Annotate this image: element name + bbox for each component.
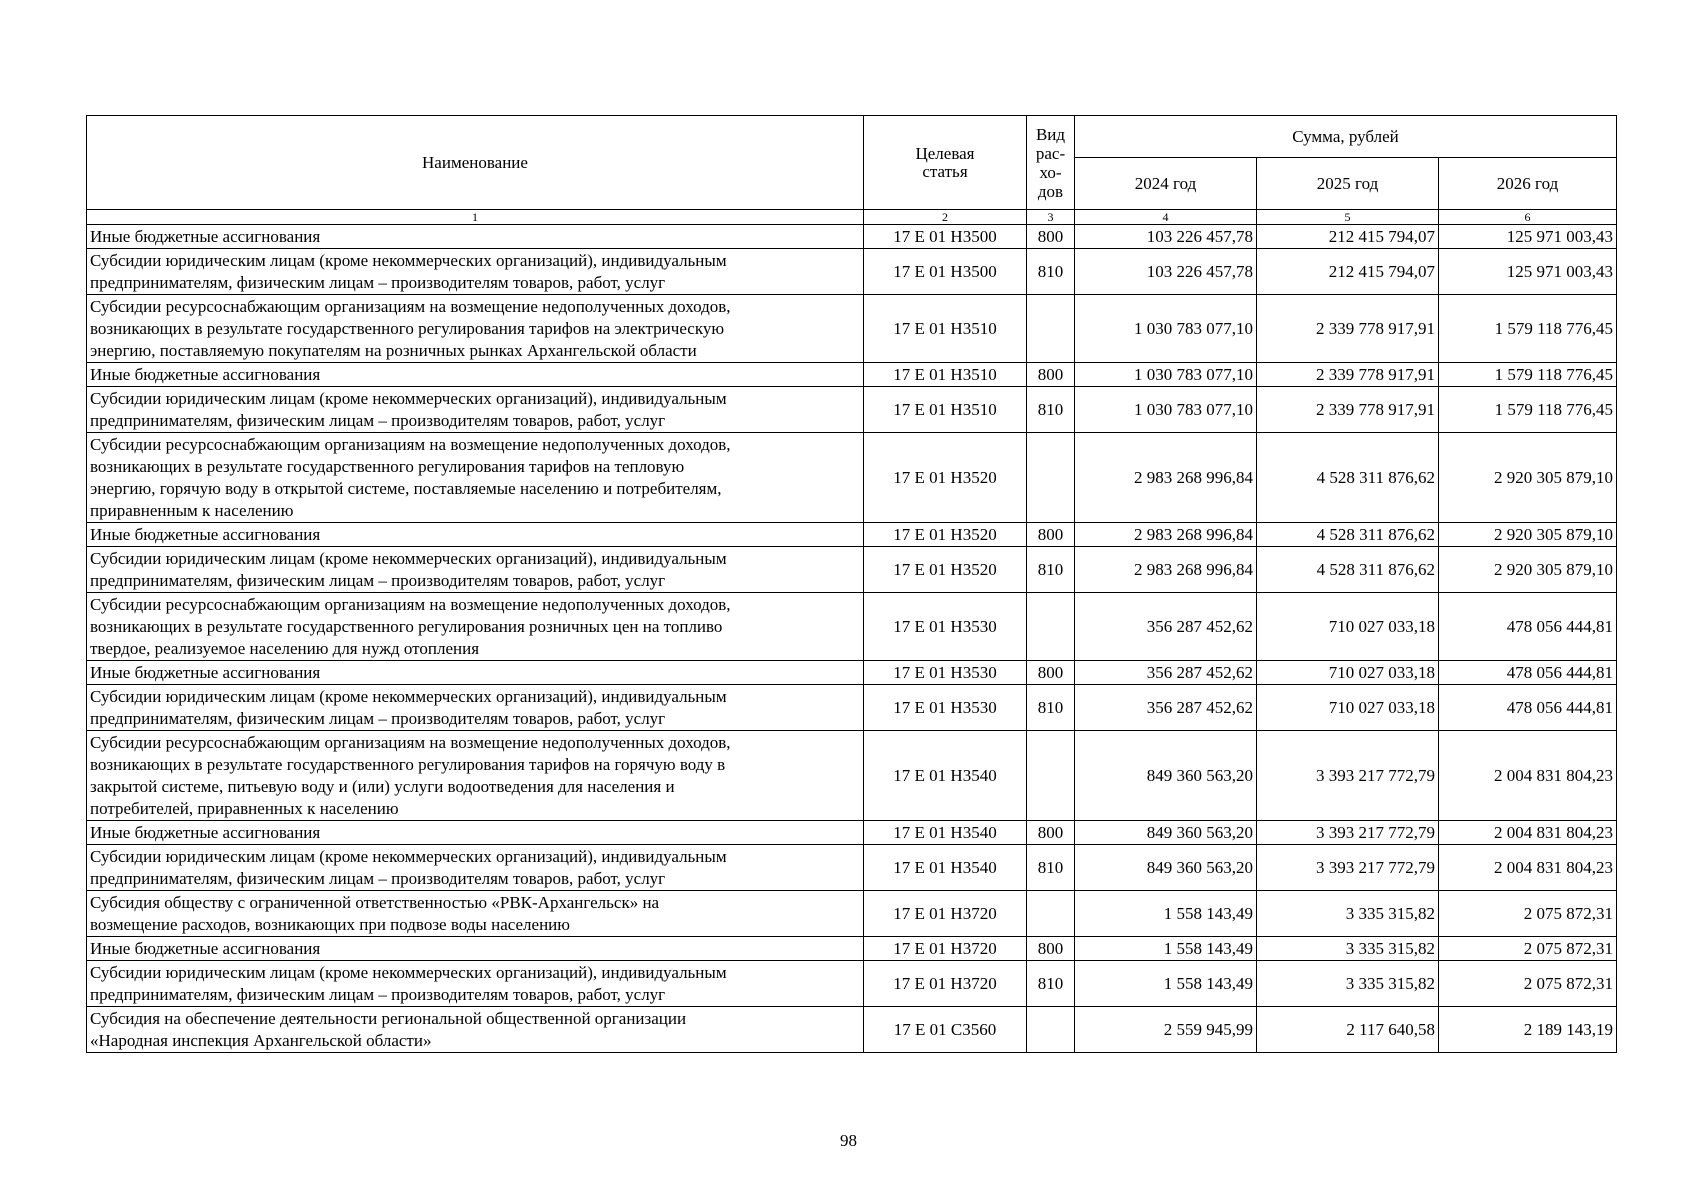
row-sum-2026: 1 579 118 776,45	[1439, 363, 1617, 387]
row-name-line: предпринимателям, физическим лицам – производителям товаров, работ, услуг	[90, 984, 666, 1004]
row-name-line: Иные бюджетные ассигнования	[90, 364, 321, 384]
row-name-line: потребителей, приравненных к населению	[90, 798, 399, 818]
row-sum-2025: 2 339 778 917,91	[1257, 363, 1439, 387]
row-name-line: Субсидии юридическим лицам (кроме некоммерческих организаций), индивидуальным	[90, 250, 727, 270]
row-name	[87, 225, 864, 249]
row-sum-2024: 1 558 143,49	[1075, 891, 1257, 937]
row-name	[87, 387, 864, 433]
table-row	[87, 1007, 1617, 1053]
row-name	[87, 1007, 864, 1053]
row-name	[87, 821, 864, 845]
row-name-line: возникающих в результате государственного регулирования розничных цен на топливо	[90, 616, 723, 636]
row-sum-2026: 125 971 003,43	[1439, 249, 1617, 295]
row-name-line: энергию, горячую воду в открытой системе, поставляемые населению и потребителям,	[90, 478, 722, 498]
row-expense-type: 810	[1027, 961, 1075, 1007]
table-row	[87, 661, 1617, 685]
row-name-line: предпринимателям, физическим лицам – производителям товаров, работ, услуг	[90, 410, 666, 430]
row-sum-2025: 3 393 217 772,79	[1257, 845, 1439, 891]
row-sum-2025: 4 528 311 876,62	[1257, 523, 1439, 547]
row-expense-type	[1027, 433, 1075, 523]
column-number: 4	[1075, 210, 1257, 225]
row-name-line: Иные бюджетные ассигнования	[90, 524, 321, 544]
row-expense-type: 800	[1027, 523, 1075, 547]
table-row	[87, 845, 1617, 891]
row-expense-type: 810	[1027, 547, 1075, 593]
row-sum-2025: 710 027 033,18	[1257, 661, 1439, 685]
row-sum-2024: 1 030 783 077,10	[1075, 387, 1257, 433]
row-expense-type: 800	[1027, 821, 1075, 845]
header-target-line1: Целевая	[915, 143, 975, 163]
row-name	[87, 523, 864, 547]
header-type-line: Вид	[1035, 124, 1066, 144]
row-sum-2025: 3 335 315,82	[1257, 937, 1439, 961]
row-name-line: предпринимателям, физическим лицам – производителям товаров, работ, услуг	[90, 570, 666, 590]
row-target-code: 17 Е 01 Н3510	[864, 363, 1027, 387]
row-sum-2024: 356 287 452,62	[1075, 685, 1257, 731]
row-name-line: возмещение расходов, возникающих при подвозе воды населению	[90, 914, 570, 934]
row-sum-2026: 2 920 305 879,10	[1439, 547, 1617, 593]
header-type-line: рас-	[1035, 143, 1066, 163]
row-name-line: предпринимателям, физическим лицам – производителям товаров, работ, услуг	[90, 708, 666, 728]
header-name: Наименование	[87, 116, 864, 210]
row-name-line: Субсидии ресурсоснабжающим организациям на возмещение недополученных доходов,	[90, 732, 731, 752]
row-name-line: Субсидии ресурсоснабжающим организациям на возмещение недополученных доходов,	[90, 296, 731, 316]
row-name	[87, 363, 864, 387]
row-name-line: «Народная инспекция Архангельской области»	[90, 1030, 432, 1050]
row-name-line: возникающих в результате государственного регулирования тарифов на тепловую	[90, 456, 685, 476]
row-target-code: 17 Е 01 Н3540	[864, 845, 1027, 891]
row-target-code: 17 Е 01 Н3520	[864, 547, 1027, 593]
row-name-line: Иные бюджетные ассигнования	[90, 662, 321, 682]
row-name-line: Субсидия на обеспечение деятельности региональной общественной организации	[90, 1008, 687, 1028]
row-target-code: 17 Е 01 Н3540	[864, 731, 1027, 821]
row-sum-2025: 710 027 033,18	[1257, 593, 1439, 661]
header-type-line: хо-	[1039, 162, 1062, 182]
column-number: 3	[1027, 210, 1075, 225]
row-name-line: Иные бюджетные ассигнования	[90, 938, 321, 958]
row-sum-2026: 2 004 831 804,23	[1439, 845, 1617, 891]
row-sum-2024: 849 360 563,20	[1075, 821, 1257, 845]
row-name-line: Иные бюджетные ассигнования	[90, 822, 321, 842]
row-name	[87, 593, 864, 661]
row-name-line: предпринимателям, физическим лицам – производителям товаров, работ, услуг	[90, 272, 666, 292]
row-sum-2024: 1 030 783 077,10	[1075, 295, 1257, 363]
row-name-line: Иные бюджетные ассигнования	[90, 226, 321, 246]
row-name	[87, 845, 864, 891]
row-target-code: 17 Е 01 Н3540	[864, 821, 1027, 845]
row-name-line: Субсидии юридическим лицам (кроме некоммерческих организаций), индивидуальным	[90, 548, 727, 568]
row-sum-2025: 3 393 217 772,79	[1257, 821, 1439, 845]
row-sum-2025: 4 528 311 876,62	[1257, 547, 1439, 593]
column-number: 2	[864, 210, 1027, 225]
row-name-line: Субсидии юридическим лицам (кроме некоммерческих организаций), индивидуальным	[90, 846, 727, 866]
table-row	[87, 685, 1617, 731]
row-target-code: 17 Е 01 Н3510	[864, 387, 1027, 433]
row-target-code: 17 Е 01 Н3500	[864, 249, 1027, 295]
row-name	[87, 433, 864, 523]
table-row	[87, 363, 1617, 387]
row-expense-type: 800	[1027, 225, 1075, 249]
row-sum-2025: 710 027 033,18	[1257, 685, 1439, 731]
table-row	[87, 433, 1617, 523]
budget-table-page	[86, 115, 1616, 1053]
row-expense-type: 810	[1027, 387, 1075, 433]
table-row	[87, 891, 1617, 937]
row-name	[87, 685, 864, 731]
row-name-line: Субсидии ресурсоснабжающим организациям на возмещение недополученных доходов,	[90, 594, 731, 614]
row-target-code: 17 Е 01 Н3530	[864, 685, 1027, 731]
row-target-code: 17 Е 01 Н3520	[864, 523, 1027, 547]
row-name-line: энергию, поставляемую покупателям на розничных рынках Архангельской области	[90, 340, 697, 360]
table-body	[87, 225, 1617, 1053]
row-target-code: 17 Е 01 С3560	[864, 1007, 1027, 1053]
column-number: 1	[87, 210, 864, 225]
row-name-line: приравненным к населению	[90, 500, 294, 520]
table-row	[87, 937, 1617, 961]
row-name-line: Субсидия обществу с ограниченной ответственностью «РВК-Архангельск» на	[90, 892, 660, 912]
row-sum-2025: 3 393 217 772,79	[1257, 731, 1439, 821]
row-name	[87, 937, 864, 961]
row-sum-2025: 2 339 778 917,91	[1257, 387, 1439, 433]
budget-table	[86, 115, 1617, 1053]
row-expense-type: 800	[1027, 661, 1075, 685]
row-sum-2026: 2 920 305 879,10	[1439, 523, 1617, 547]
row-sum-2026: 2 004 831 804,23	[1439, 731, 1617, 821]
row-sum-2024: 356 287 452,62	[1075, 593, 1257, 661]
row-sum-2025: 212 415 794,07	[1257, 225, 1439, 249]
row-expense-type: 810	[1027, 685, 1075, 731]
header-type	[1027, 116, 1075, 210]
row-name-line: возникающих в результате государственного регулирования тарифов на электрическую	[90, 318, 725, 338]
row-sum-2024: 849 360 563,20	[1075, 845, 1257, 891]
row-sum-2024: 356 287 452,62	[1075, 661, 1257, 685]
row-expense-type: 800	[1027, 937, 1075, 961]
row-name	[87, 891, 864, 937]
row-sum-2026: 478 056 444,81	[1439, 685, 1617, 731]
row-name	[87, 547, 864, 593]
row-expense-type: 810	[1027, 845, 1075, 891]
row-sum-2026: 2 189 143,19	[1439, 1007, 1617, 1053]
header-target-line2: статья	[922, 161, 968, 181]
header-target	[864, 116, 1027, 210]
row-sum-2026: 2 920 305 879,10	[1439, 433, 1617, 523]
row-expense-type: 810	[1027, 249, 1075, 295]
row-sum-2025: 212 415 794,07	[1257, 249, 1439, 295]
row-sum-2024: 1 558 143,49	[1075, 961, 1257, 1007]
header-sum: Сумма, рублей	[1075, 116, 1617, 158]
row-sum-2026: 1 579 118 776,45	[1439, 387, 1617, 433]
row-name-line: предпринимателям, физическим лицам – производителям товаров, работ, услуг	[90, 868, 666, 888]
row-name-line: Субсидии юридическим лицам (кроме некоммерческих организаций), индивидуальным	[90, 962, 727, 982]
row-target-code: 17 Е 01 Н3720	[864, 891, 1027, 937]
row-target-code: 17 Е 01 Н3510	[864, 295, 1027, 363]
header-type-line: дов	[1037, 181, 1064, 201]
row-name-line: Субсидии юридическим лицам (кроме некоммерческих организаций), индивидуальным	[90, 686, 727, 706]
row-sum-2026: 478 056 444,81	[1439, 593, 1617, 661]
row-name	[87, 249, 864, 295]
row-target-code: 17 Е 01 Н3520	[864, 433, 1027, 523]
row-expense-type	[1027, 731, 1075, 821]
row-sum-2026: 1 579 118 776,45	[1439, 295, 1617, 363]
header-2026: 2026 год	[1439, 158, 1617, 210]
table-row	[87, 961, 1617, 1007]
row-sum-2024: 1 030 783 077,10	[1075, 363, 1257, 387]
row-name-line: закрытой системе, питьевую воду и (или) услуги водоотведения для населения и	[90, 776, 675, 796]
row-name-line: возникающих в результате государственного регулирования тарифов на горячую воду в	[90, 754, 726, 774]
table-row	[87, 593, 1617, 661]
table-row	[87, 249, 1617, 295]
row-target-code: 17 Е 01 Н3530	[864, 661, 1027, 685]
row-sum-2024: 2 983 268 996,84	[1075, 547, 1257, 593]
row-sum-2025: 2 339 778 917,91	[1257, 295, 1439, 363]
row-name	[87, 661, 864, 685]
column-numbers-row	[87, 210, 1617, 225]
row-sum-2026: 125 971 003,43	[1439, 225, 1617, 249]
table-row	[87, 731, 1617, 821]
row-sum-2026: 2 075 872,31	[1439, 961, 1617, 1007]
row-expense-type	[1027, 891, 1075, 937]
table-row	[87, 225, 1617, 249]
table-row	[87, 547, 1617, 593]
row-sum-2024: 2 559 945,99	[1075, 1007, 1257, 1053]
row-name	[87, 295, 864, 363]
row-sum-2026: 478 056 444,81	[1439, 661, 1617, 685]
header-2024: 2024 год	[1075, 158, 1257, 210]
row-name	[87, 961, 864, 1007]
row-sum-2024: 103 226 457,78	[1075, 249, 1257, 295]
row-sum-2024: 103 226 457,78	[1075, 225, 1257, 249]
row-name	[87, 731, 864, 821]
row-sum-2025: 3 335 315,82	[1257, 961, 1439, 1007]
row-sum-2026: 2 075 872,31	[1439, 937, 1617, 961]
row-sum-2026: 2 004 831 804,23	[1439, 821, 1617, 845]
row-target-code: 17 Е 01 Н3500	[864, 225, 1027, 249]
row-name-line: Субсидии юридическим лицам (кроме некоммерческих организаций), индивидуальным	[90, 388, 727, 408]
row-sum-2024: 1 558 143,49	[1075, 937, 1257, 961]
row-sum-2024: 2 983 268 996,84	[1075, 433, 1257, 523]
row-expense-type	[1027, 593, 1075, 661]
row-target-code: 17 Е 01 Н3720	[864, 937, 1027, 961]
column-number: 5	[1257, 210, 1439, 225]
row-target-code: 17 Е 01 Н3530	[864, 593, 1027, 661]
row-name-line: твердое, реализуемое населению для нужд отопления	[90, 638, 480, 658]
row-sum-2026: 2 075 872,31	[1439, 891, 1617, 937]
row-expense-type	[1027, 295, 1075, 363]
table-row	[87, 295, 1617, 363]
page-number: 98	[840, 1131, 857, 1150]
header-2025: 2025 год	[1257, 158, 1439, 210]
row-sum-2024: 849 360 563,20	[1075, 731, 1257, 821]
row-sum-2025: 4 528 311 876,62	[1257, 433, 1439, 523]
column-number: 6	[1439, 210, 1617, 225]
row-sum-2025: 2 117 640,58	[1257, 1007, 1439, 1053]
row-sum-2025: 3 335 315,82	[1257, 891, 1439, 937]
row-target-code: 17 Е 01 Н3720	[864, 961, 1027, 1007]
row-name-line: Субсидии ресурсоснабжающим организациям на возмещение недополученных доходов,	[90, 434, 731, 454]
table-row	[87, 523, 1617, 547]
row-sum-2024: 2 983 268 996,84	[1075, 523, 1257, 547]
table-row	[87, 387, 1617, 433]
table-row	[87, 821, 1617, 845]
row-expense-type: 800	[1027, 363, 1075, 387]
row-expense-type	[1027, 1007, 1075, 1053]
